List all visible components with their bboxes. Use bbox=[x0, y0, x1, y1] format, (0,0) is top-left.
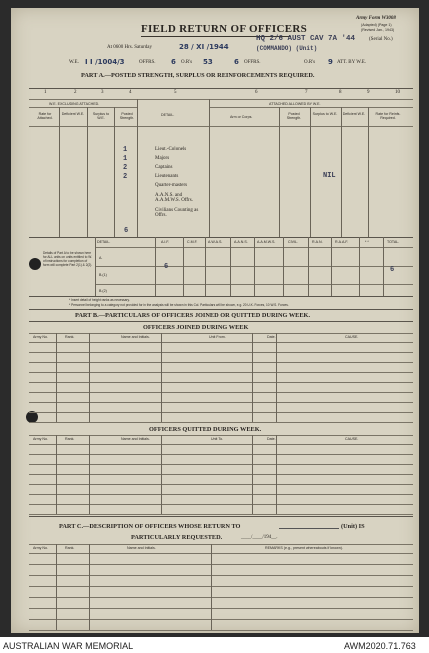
archive-footer bbox=[0, 637, 429, 653]
quitted-table-rule bbox=[29, 484, 413, 485]
quitted-table-rule bbox=[29, 494, 413, 495]
quitted-table-rule bbox=[29, 464, 413, 465]
posted-total: 6 bbox=[124, 227, 129, 235]
joined-table-rule bbox=[29, 362, 413, 363]
att-label: ATT. BY W.E. bbox=[337, 60, 367, 65]
joined-table-column-divider bbox=[56, 333, 57, 422]
rank-majors: Majors bbox=[155, 156, 170, 161]
offrs-value: 6 bbox=[171, 58, 176, 66]
header-detail: DETAIL. bbox=[161, 113, 175, 117]
detail-row-b1: B.(1) bbox=[99, 273, 107, 277]
header-posted: Posted Strength. bbox=[119, 112, 135, 120]
joined-table-column-divider bbox=[161, 333, 162, 422]
part-c-table-rule bbox=[29, 619, 413, 620]
side-note: Details of Part A to be shown here for ALL units on units entitled to W. of instructions for completion of form will complete Part 2(1) & 2(2). bbox=[43, 251, 93, 267]
part-c-date-blank: ____/____/194__. bbox=[241, 535, 278, 540]
rank-civilians: Civilians Counting as Offrs. bbox=[155, 208, 199, 218]
part-c-table-rule bbox=[29, 597, 413, 598]
rank-aans: A.A.N.S. and A.A.M.W.S. Offrs. bbox=[155, 193, 193, 203]
posted-captains: 2 bbox=[123, 164, 128, 172]
posted-lieutenants: 2 bbox=[123, 173, 128, 181]
joined-table-rule bbox=[29, 372, 413, 373]
rank-lieut-colonels: Lieut.-Colonels bbox=[155, 147, 187, 152]
part-c-title: PART C.—DESCRIPTION OF OFFICERS WHOSE RETURN TO bbox=[59, 523, 241, 530]
part-a-title: PART A.—POSTED STRENGTH, SURPLUS OR REINFORCEMENTS REQUIRED. bbox=[81, 72, 315, 79]
header-rate-reinfs: Rate for Reinfs. Required. bbox=[375, 112, 401, 120]
army-form-label: Army Form W3008 bbox=[356, 16, 396, 21]
total-value: 6 bbox=[390, 266, 395, 274]
joined-table-rule bbox=[29, 412, 413, 413]
detail-column-headers: DETAIL. A.I.F. C.M.F. A.W.A.S. A.A.N.S. A.A.M.W.S. CIVIL. R.A.N. R.A.A.F. * * TOTAL. bbox=[97, 240, 400, 244]
header-surplus2: Surplus to W.E. bbox=[312, 112, 338, 116]
part-c-column-headers: Army No. Rank. Name and Initials. REMARKS (e.g., present whereabouts if known). bbox=[33, 546, 343, 550]
quitted-header: OFFICERS QUITTED DURING WEEK. bbox=[149, 426, 262, 433]
footer-institution: AUSTRALIAN WAR MEMORIAL bbox=[3, 641, 134, 651]
joined-table-column-divider bbox=[89, 333, 90, 422]
column-numbers: 1 2 3 4 5 6 7 8 9 10 bbox=[44, 90, 400, 95]
quitted-table-column-divider bbox=[89, 435, 90, 514]
part-c-table-column-divider bbox=[211, 544, 212, 630]
we-label: W.E. bbox=[69, 60, 79, 65]
quitted-table-column-divider bbox=[56, 435, 57, 514]
part-c-unit-blank bbox=[279, 528, 339, 529]
quitted-table-rule bbox=[29, 474, 413, 475]
header-arm-corps: Arm or Corps. bbox=[230, 115, 253, 119]
detail-row-a: A. bbox=[99, 256, 103, 260]
we-value: I I /1004/3 bbox=[85, 58, 125, 66]
quitted-table-rule bbox=[29, 454, 413, 455]
header-posted2: Posted Strength. bbox=[286, 112, 302, 120]
aif-value: 6 bbox=[164, 263, 169, 271]
form-title: FIELD RETURN OF OFFICERS bbox=[141, 23, 308, 35]
revised-label: (Revised Jan., 1943) bbox=[361, 28, 395, 32]
punch-hole-top bbox=[29, 258, 41, 270]
rank-captains: Captains bbox=[155, 165, 173, 170]
joined-table-rule bbox=[29, 382, 413, 383]
joined-column-headers: Army No. Rank. Name and Initials. Unit From. Date. CAUSE. bbox=[33, 335, 359, 339]
header-deficient2: Deficient W.E. bbox=[342, 112, 366, 116]
detail-row-b2: B.(2) bbox=[99, 289, 107, 293]
offrs2-label: OFFRS. bbox=[244, 60, 261, 65]
footer-accession-number: AWM2020.71.763 bbox=[344, 641, 416, 651]
rank-quarter-masters: Quarter-masters bbox=[155, 183, 188, 188]
document-page bbox=[11, 8, 419, 633]
nil-value: NIL bbox=[323, 172, 336, 180]
joined-table-rule bbox=[29, 402, 413, 403]
joined-table-rule bbox=[29, 422, 413, 423]
joined-header: OFFICERS JOINED DURING WEEK bbox=[143, 324, 249, 331]
part-c-table-rule bbox=[29, 586, 413, 587]
attached-allowed-header: ATTACHED ALLOWED BY W.E. bbox=[269, 102, 321, 106]
offrs2-value: 6 bbox=[234, 58, 239, 66]
joined-table-rule bbox=[29, 352, 413, 353]
at-hours-label: At 0600 Hrs. Saturday bbox=[107, 45, 152, 50]
serial-no-label: (Serial No.) bbox=[369, 37, 393, 42]
offrs-label: OFFRS. bbox=[139, 60, 156, 65]
header-rate-attached: Rate for Attached. bbox=[37, 112, 53, 120]
part-c-table-rule bbox=[29, 630, 413, 631]
quitted-column-headers: Army No. Rank. Name and Initials. Unit To. Date. CAUSE. bbox=[33, 437, 359, 441]
joined-table-column-divider bbox=[276, 333, 277, 422]
part-c-table-rule bbox=[29, 564, 413, 565]
quitted-table-column-divider bbox=[161, 435, 162, 514]
date-value: 28 / XI /1944 bbox=[179, 43, 229, 51]
ors-label: O.R's bbox=[181, 60, 193, 65]
adapted-label: (Adapted) (Page 1) bbox=[361, 23, 392, 27]
part-c-unit-is: (Unit) IS bbox=[341, 523, 365, 530]
part-c-table-column-divider bbox=[56, 544, 57, 630]
ors-value: 53 bbox=[203, 58, 213, 66]
ors2-label: O.R's bbox=[304, 60, 316, 65]
posted-lt-col: 1 bbox=[123, 146, 128, 154]
rank-lieutenants: Lieutenants bbox=[155, 174, 179, 179]
posted-majors: 1 bbox=[123, 155, 128, 163]
quitted-table-column-divider bbox=[252, 435, 253, 514]
part-c-table-rule bbox=[29, 608, 413, 609]
header-deficient: Deficient W.E. bbox=[61, 112, 85, 116]
part-c-table-rule bbox=[29, 575, 413, 576]
we-excluding-header: W.E. EXCLUDING ATTACHED. bbox=[49, 102, 100, 106]
part-b-title: PART B.—PARTICULARS OF OFFICERS JOINED OR QUITTED DURING WEEK. bbox=[75, 312, 311, 319]
header-surplus: Surplus to W.E. bbox=[92, 112, 110, 120]
commando-value: (COMMANDO) (Unit) bbox=[256, 45, 318, 52]
quitted-table-column-divider bbox=[276, 435, 277, 514]
quitted-table-rule bbox=[29, 514, 413, 515]
footnote-1: * Insert detail of height ranks as necessary. bbox=[69, 298, 130, 302]
joined-table-column-divider bbox=[252, 333, 253, 422]
quitted-table-rule bbox=[29, 504, 413, 505]
part-c-table-column-divider bbox=[89, 544, 90, 630]
ors2-value: 9 bbox=[328, 58, 333, 66]
unit-value: HQ 2/6 AUST CAV 7A '44 bbox=[256, 35, 356, 43]
joined-table-rule bbox=[29, 392, 413, 393]
footnote-2: * Personnel belonging to a category not provided for in the analysis will be shown in this Col. Particulars will be shown, e.g. 20 U.K. Forces, 10 W.S. Forces. bbox=[69, 303, 289, 307]
part-c-requested: PARTICULARLY REQUESTED. bbox=[131, 534, 223, 541]
